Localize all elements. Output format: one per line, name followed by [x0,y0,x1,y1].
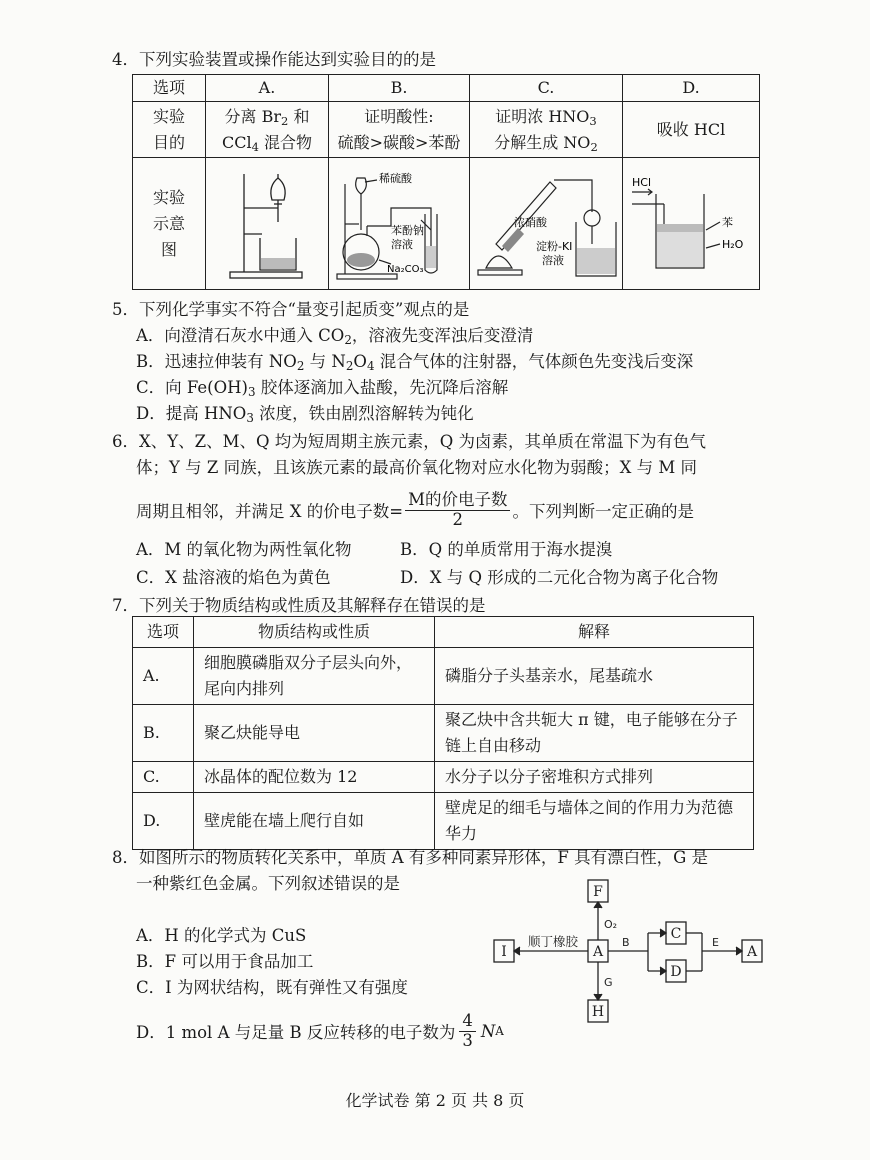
electron-fraction: $\frac{4}{3}$ [459,1012,476,1051]
q4-stem: 4．下列实验装置或操作能达到实验目的的是 [112,50,436,69]
q4-purpose-b: 证明酸性: 硫酸>碳酸>苯酚 [329,102,470,158]
q4-head-b: B. [329,75,470,102]
q6-option-a: A．M 的氧化物为两性氧化物 [136,540,352,559]
row-key: C. [133,762,194,793]
q6-option-b: B．Q 的单质常用于海水提溴 [400,540,613,559]
row-key: B. [133,705,194,762]
label-na2co3: Na₂CO₃ [387,263,424,275]
node-i: I [501,944,507,960]
table-row [133,705,754,762]
table-row [133,793,754,850]
q4-purpose-c: 证明浓 $HNO_3$ 分解生成 $NO_2$ [470,102,623,158]
q5-option-d: D．提高 $HNO_3$ 浓度，铁由剧烈溶解转为钝化 [136,404,474,425]
row-property: 细胞膜磷脂双分子层头向外，尾向内排列 [194,648,435,705]
q7-table [132,616,754,850]
q4-head-a: A. [206,75,329,102]
label-o2: O₂ [604,918,618,931]
q6-line2: 体；Y 与 Z 同族，且该族元素的最高价氧化物对应水化物为弱酸；X 与 M 同 [136,458,697,477]
label-g: G [604,976,613,989]
q7-stem: 7．下列关于物质结构或性质及其解释存在错误的是 [112,596,486,615]
row-explanation: 磷脂分子头基亲水，尾基疏水 [435,648,754,705]
q4-diagram-label: 实验示意图 [152,187,185,259]
row-property: 聚乙炔能导电 [194,705,435,762]
label-e: E [712,936,719,949]
label-b: B [622,936,630,949]
label-solution-c: 溶液 [542,253,564,267]
row-explanation: 水分子以分子密堆积方式排列 [435,762,754,793]
node-c: C [670,926,682,942]
label-sodium-phenoxide: 苯酚钠 [391,223,424,237]
q8-line2: 一种紫红色金属。下列叙述错误的是 [136,874,400,893]
q5-option-a: A．向澄清石灰水中通入 $CO_2$，溶液先变浑浊后变澄清 [136,326,534,347]
q4-purpose-label: 实验目的 [152,106,185,152]
q7-head-property: 物质结构或性质 [194,617,435,648]
q8-option-c: C．I 为网状结构，既有弹性又有强度 [136,978,408,997]
q7-head-explanation: 解释 [435,617,754,648]
q4-table [132,74,760,290]
q8-option-a: A．H 的化学式为 CuS [136,926,307,945]
label-dilute-h2so4: 稀硫酸 [379,171,412,185]
node-a: A [592,944,604,960]
hcl-absorption-apparatus-icon [628,164,754,284]
q8-transformation-diagram [486,876,776,1028]
hno3-decomposition-apparatus-icon [472,164,620,284]
node-a2: A [746,944,758,960]
q5-option-b: B．迅速拉伸装有 $NO_2$ 与 $N_2O_4$ 混合气体的注射器，气体颜色先变浅后变深 [136,352,694,373]
label-conc-nitric: 浓硝酸 [514,215,547,229]
q4-head-option: 选项 [133,75,206,102]
row-explanation: 壁虎足的细毛与墙体之间的作用力为范德华力 [435,793,754,850]
separatory-funnel-apparatus-icon [212,164,322,284]
q5-stem: 5．下列化学事实不符合“量变引起质变”观点的是 [112,300,470,319]
table-row [133,648,754,705]
row-key: A. [133,648,194,705]
label-benzene: 苯 [722,215,733,229]
q4-diagram-c [470,158,623,290]
q6-option-c: C．X 盐溶液的焰色为黄色 [136,568,331,587]
q8-option-d: D．1 mol A 与足量 B 反应转移的电子数为 $\frac{4}{3}$ N A [136,1010,504,1050]
q6-line3: 周期且相邻，并满足 X 的价电子数= $\frac{\text{M的价电子数}}{2}$ 。下列判断一定正确的是 [136,489,694,529]
acid-strength-apparatus-icon [331,164,467,284]
q8-option-b: B．F 可以用于食品加工 [136,952,314,971]
q4-head-d: D. [623,75,760,102]
q6-line1: 6．X、Y、Z、M、Q 均为短周期主族元素，Q 为卤素，其单质在常温下为有色气 [112,432,707,451]
page-footer: 化学试卷 第 2 页 共 8 页 [345,1091,525,1110]
row-property: 壁虎能在墙上爬行自如 [194,793,435,850]
q4-head-c: C. [470,75,623,102]
table-row [133,762,754,793]
label-hcl-gas: HCl [632,175,652,189]
label-water: H₂O [722,237,744,251]
label-starch-ki: 淀粉-KI [536,239,573,253]
valence-fraction: $\frac{\text{M的价电子数}}{2}$ [405,491,510,530]
q8-line1: 8．如图所示的物质转化关系中，单质 A 有多种同素异形体，F 具有漂白性，G 是 [112,848,709,867]
row-property: 冰晶体的配位数为 12 [194,762,435,793]
node-d: D [670,964,682,980]
q4-purpose-a: 分离 $Br_2$ 和 CCl$_4$ 混合物 [206,102,329,158]
q4-diagram-d [623,158,760,290]
q4-purpose-d: 吸收 HCl [623,102,760,158]
q4-diagram-a [206,158,329,290]
q6-option-d: D．X 与 Q 形成的二元化合物为离子化合物 [400,568,719,587]
q4-diagram-b [329,158,470,290]
node-f: F [593,884,603,900]
q7-head-option: 选项 [133,617,194,648]
row-explanation: 聚乙炔中含共轭大 π 键，电子能够在分子链上自由移动 [435,705,754,762]
q5-option-c: C．向 $Fe(OH)_3$ 胶体逐滴加入盐酸，先沉降后溶解 [136,378,509,399]
label-solution-b: 溶液 [391,237,413,251]
label-rubber: 顺丁橡胶 [528,934,579,949]
row-key: D. [133,793,194,850]
node-h: H [591,1004,605,1020]
